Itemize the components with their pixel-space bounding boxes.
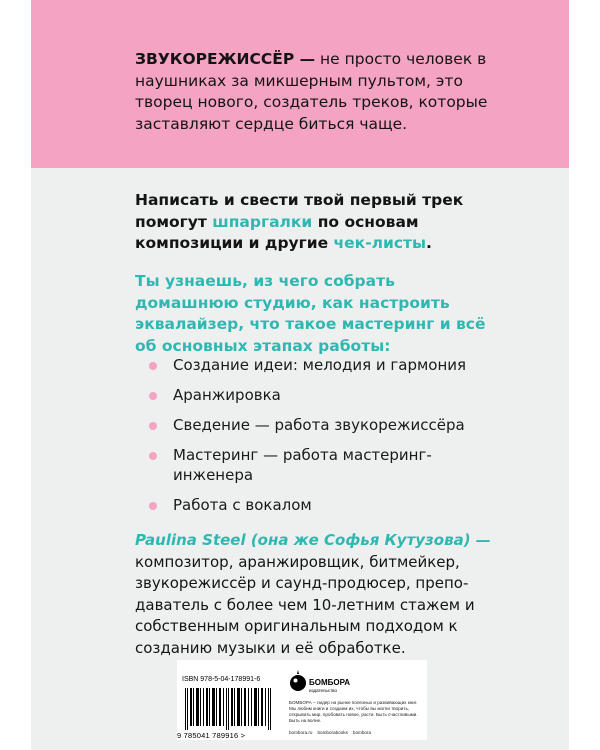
publisher-links [289, 730, 421, 735]
publisher-blurb: БОМБОРА – лидер на рынке полезных и развивающих книг. Мы любим книги и создаем их, чтобы вы могли творить, открывать мир, пробовать новое, расти. Быть счастливыми. Быть на волне. [289, 700, 418, 723]
back-cover [31, 0, 569, 750]
bombora-logo-icon [289, 670, 307, 692]
author-name: Paulina Steel (она же Софья Кутузова) — [135, 531, 491, 549]
topic-label: Мастеринг — работа мастеринг-инженера [173, 446, 432, 484]
author-bio [135, 530, 505, 659]
list-item [149, 495, 479, 515]
list-item [149, 415, 479, 435]
bullet-dot-icon [149, 452, 157, 460]
barcode-panel [177, 660, 283, 740]
cheatsheets-text-2: по основам композиции и другие [135, 212, 419, 252]
author-bio-text: композитор, аранжировщик, битмейкер, звукорежиссёр и саунд-продюсер, преподаватель с более чем 10-летним стажем и собственным оригинальным подходом к созданию музыки и её обработке. [135, 552, 475, 657]
barcode-icon [183, 688, 277, 730]
topics-list [149, 355, 479, 525]
social-link[interactable]: bomborabooks [317, 730, 348, 735]
publisher-name: БОМБОРА [309, 678, 351, 687]
bullet-dot-icon [149, 392, 157, 400]
website-link[interactable]: bombora.ru [289, 730, 313, 735]
intro-text: не просто человек в наушниках за микшерным пультом, это творец нового, создатель треков, которые заставляют сердце биться чаще. [135, 50, 488, 133]
cheatsheets-text-3: . [426, 234, 432, 252]
bullet-dot-icon [149, 422, 157, 430]
list-item [149, 385, 479, 405]
isbn-label: ISBN 978-5-04-178991-6 [182, 676, 261, 683]
cheatsheets-text-1: Написать и свести твой первый трек помогут [135, 191, 464, 231]
bullet-dot-icon [149, 362, 157, 370]
cheatsheets-highlight: шпаргалки [212, 212, 313, 231]
intro-highlight: ЗВУКОРЕЖИССЁР — [135, 50, 316, 68]
learn-paragraph: Ты узнаешь, из чего собрать домашнюю студию, как настроить эквалайзер, что такое мастеринг и всё об основных этапах работы: [135, 272, 486, 355]
topic-label: Создание идеи: мелодия и гармония [173, 356, 467, 374]
barcode-digits: 9 785041 789916 > [177, 731, 246, 740]
cheatsheets-paragraph [135, 190, 495, 255]
checklists-highlight: чек-листы [333, 234, 427, 252]
publisher-subtitle: издательство [309, 688, 337, 693]
topic-label: Аранжировка [173, 386, 281, 404]
social-link[interactable]: bombora [352, 730, 372, 735]
publisher-panel [283, 660, 427, 740]
intro-paragraph [135, 49, 495, 135]
bullet-dot-icon [149, 502, 157, 510]
topic-label: Работа с вокалом [173, 496, 312, 514]
topic-label: Сведение — работа звукорежиссёра [173, 416, 465, 434]
list-item [149, 445, 479, 485]
list-item [149, 355, 479, 375]
